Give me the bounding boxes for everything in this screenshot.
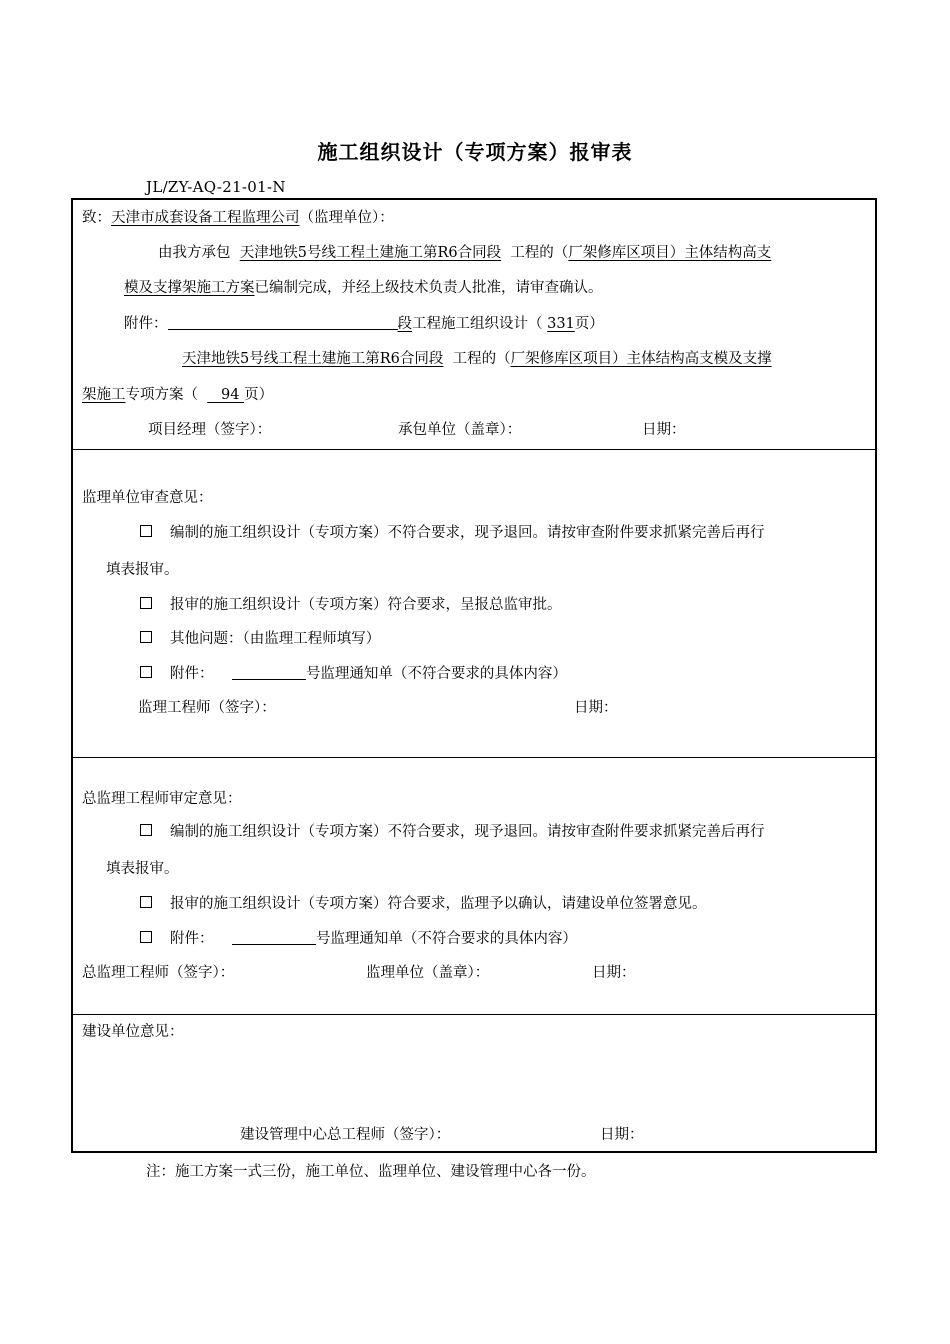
section-divider	[71, 1014, 877, 1015]
option-text: 报审的施工组织设计（专项方案）符合要求，呈报总监审批。	[170, 597, 562, 613]
checkbox[interactable]	[140, 824, 152, 836]
option-text: 附件：	[170, 931, 214, 947]
option-return	[140, 521, 765, 542]
attachment-suffix: 页）	[574, 316, 604, 332]
attachment-line-3	[82, 383, 273, 404]
section-divider	[71, 449, 877, 450]
statement-suffix: 已编制完成，并经上级技术负责人批准，请审查确认。	[254, 280, 603, 296]
option-text-suffix: 号监理通知单（不符合要求的具体内容）	[305, 666, 567, 682]
attachment2-project: 天津地铁5号线工程土建施工第R6合同段	[182, 351, 444, 367]
attachment2-mid: 工程的（	[452, 351, 511, 367]
sign-date: 日期：	[574, 700, 618, 716]
sign-construction-chief: 建设管理中心总工程师（签字）：	[240, 1127, 451, 1143]
sign-chief-engineer: 总监理工程师（签字）：	[82, 965, 235, 981]
option-approve	[140, 593, 562, 614]
statement-prefix: 由我方承包	[158, 245, 231, 261]
option-text-suffix: 号监理通知单（不符合要求的具体内容）	[315, 931, 577, 947]
to-suffix: （监理单位）：	[299, 210, 394, 226]
section-heading: 建设单位意见：	[82, 1024, 184, 1040]
attachment2-suffix: 页）	[244, 387, 274, 403]
option-text: 报审的施工组织设计（专项方案）符合要求，监理予以确认，请建设单位签署意见。	[170, 896, 707, 912]
addressee-line	[82, 206, 394, 227]
option-attachment	[140, 927, 577, 948]
option-text: 附件：	[170, 666, 214, 682]
sign-engineer: 监理工程师（签字）：	[138, 700, 276, 716]
sign-contractor: 承包单位（盖章）：	[398, 422, 522, 438]
option-return	[140, 820, 765, 841]
attachment2-mid2: 专项方案（	[125, 387, 198, 403]
attachment-line-2	[182, 347, 772, 368]
footnote: 注：施工方案一式三份，施工单位、监理单位、建设管理中心各一份。	[146, 1164, 596, 1180]
statement-mid: 工程的（	[510, 245, 569, 261]
page-title: 施工组织设计（专项方案）报审表	[317, 140, 633, 164]
checkbox[interactable]	[140, 666, 152, 678]
notice-number-blank	[232, 665, 306, 680]
attachment-label: 附件：	[124, 316, 168, 332]
attachment-section: 段	[397, 316, 412, 332]
attachment-blank	[168, 315, 398, 330]
attachment-mid: 工程施工组织设计（	[412, 316, 543, 332]
option-return-cont: 填表报审。	[106, 861, 179, 877]
project-name: 天津地铁5号线工程土建施工第R6合同段	[239, 245, 502, 261]
sign-project-manager: 项目经理（签字）：	[148, 422, 272, 438]
option-other	[140, 627, 380, 648]
supervisor-company: 天津市成套设备工程监理公司	[111, 210, 300, 226]
sign-date: 日期：	[600, 1127, 644, 1143]
attachment2-scheme: 厂架修库区项目）主体结构高支模及支撑	[510, 351, 772, 367]
section-heading: 总监理工程师审定意见：	[82, 791, 242, 807]
scheme-name: 厂架修库区项目）主体结构高支	[568, 245, 772, 261]
sign-date: 日期：	[642, 422, 686, 438]
statement-line-1	[158, 241, 771, 262]
attachment-pages: 331	[547, 316, 575, 332]
checkbox[interactable]	[140, 896, 152, 908]
attachment2-scheme-cont: 架施工	[82, 387, 126, 403]
to-prefix: 致：	[82, 210, 111, 226]
sign-date: 日期：	[592, 965, 636, 981]
checkbox[interactable]	[140, 931, 152, 943]
attachment-line-1	[124, 312, 604, 333]
option-text: 编制的施工组织设计（专项方案）不符合要求，现予退回。请按审查附件要求抓紧完善后再行	[170, 824, 765, 840]
checkbox[interactable]	[140, 631, 152, 643]
option-text: 其他问题：（由监理工程师填写）	[170, 631, 381, 647]
option-approve	[140, 892, 707, 913]
attachment2-pages: 94	[221, 387, 240, 403]
checkbox[interactable]	[140, 597, 152, 609]
statement-line-2	[124, 276, 603, 297]
sign-supervisor-unit: 监理单位（盖章）：	[366, 965, 490, 981]
section-divider	[71, 757, 877, 758]
attachment2-pages-wrap	[207, 387, 244, 403]
notice-number-blank	[232, 930, 316, 945]
section-heading: 监理单位审查意见：	[82, 490, 213, 506]
option-text: 编制的施工组织设计（专项方案）不符合要求，现予退回。请按审查附件要求抓紧完善后再行	[170, 525, 765, 541]
option-attachment	[140, 662, 567, 683]
form-code: JL/ZY-AQ-21-01-N	[146, 178, 286, 196]
scheme-name-cont: 模及支撑架施工方案	[124, 280, 255, 296]
option-return-cont: 填表报审。	[106, 562, 179, 578]
checkbox[interactable]	[140, 525, 152, 537]
